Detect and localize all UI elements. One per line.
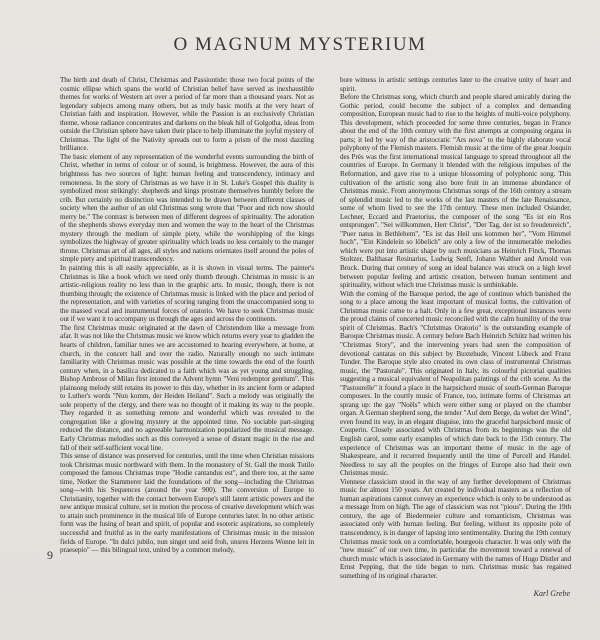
paragraph: With the coming of the Baroque period, the age of continuo which banished the song to a place among the least important of musical forms, the cultivation of Christmas music came to a halt. Only in a few great, exceptional instances were the proud claims of concerted music reconciled with the calm humility of the true spirit of Christmas. Bach's "Christmas Oratorio" is the outstanding example of Baroque Christmas music. A century before Bach Heinrich Schütz had written his "Christmas Story", and the intervening years had seen the composition of devotional cantatas on this subject by Buxtehude, Vincent Lübeck and Franz Tunder. The Baroque style also created its own class of instrumental Christmas music, the "Pastorale". This originated in Italy, its colourful pictorial qualities suggesting a musical equivalent of Neapolitan paintings of the crib scene. As the "Pastourelle" it found a place in the harpsichord music of south-German Baroque composers. In the courtly music of France, too, intimate forms of Christmas art sprang up: the gay "Noëls" which were either sung or played on the chamber organ. A German shepherd song, the tender "Auf dem Berge, da wehet der Wind", even found its way, in an elegant disguise, into the graceful harpsichord music of Couperin. Closely associated with Christmas from its beginnings was the old English carol, some early examples of which date back to the 15th century. The experience of Christmas was an important theme of music in the age of Shakespeare, and it recurred frequently until the time of Purcell and Handel. Needless to say all the peoples on the fringes of Europe also had their own Christmas music. [340,289,571,478]
text-column-right [340,76,571,596]
text-column-left [60,76,314,596]
paragraph: In painting this is all easily appreciable, as it is shown in visual terms. The painter's Christmas is like a book which we need only thumb through. Christmas in music is an artistic-religious reality no less than in the graphic arts. In music, though, there is not thumbing through; the existence of Christmas music is linked with the place and period of the representation, and with varieties of scoring ranging from the unaccompanied song to the massed vocal and instrumental forces of oratorio. We have to seek Christmas music out if we want it to accompany us through the ages and across the continents. [60,264,314,324]
paragraph: bore witness in artistic settings centuries later to the creative unity of heart and spirit. [340,76,571,93]
paragraph: This sense of distance was preserved for centuries, until the time when Christian missions took Christmas music northward with them. In the monastery of St. Gall the monk Tutilo composed the famous Christmas trope "Hodie cantandus est", and there too, at the same time, Notker the Stammerer laid the foundations of the song—including the Christmas song—with his Sequences (around the year 900). The conversion of Europe to Christianity, together with the contact between Europe's still latent artistic powers and the new antique musical culture, set in motion the process of creative development which was to attain such prominence in the musical life of Europe centuries later. In no other artistic form was the fusing of heart and spirit, of popular and esoteric aspirations, so completely successful and fruitful as in the early manifestations of Christmas music in the mission fields of Europe. "In dulci jubilo, nun singet und seid froh, unsres Herzens Wonne leit in praesepio" — this bilingual text, united by a common melody, [60,452,314,555]
author-signature: Karl Grebe [533,589,570,598]
paragraph: The birth and death of Christ, Christmas and Passiontide: those two focal points of the cosmic ellipse which spans the world of Christian belief have served as inexhaustible themes for works of Western art over a period of far more than a thousand years. Not as legendary subjects among many others, but as truly basic motifs at the very heart of Christian faith and inspiration. However, while the Passion is an exclusively Christian theme, whose radiance concentrates and darkens on the bleak hill of Golgotha, ideas from outside the Christian sphere have taken their place to help illuminate the joyful mystery of Christmas. The light of the Nativity spreads out to form a prism of the most dazzling brilliance. [60,76,314,153]
page-number: 9 [47,548,53,562]
paragraph: The first Christmas music originated at the dawn of Christendom like a message from afar. It was not like the Christmas music we know which returns every year to gladden the hearts of children, familiar tunes we are accustomed to hearing everywhere, at home, at church, in the concert hall and over the radio. Naturally enough no such intimate familiarity with Christmas music was possible at the time towards the end of the fourth century when, in a basilica dedicated to a faith which was as yet young and struggling, Bishop Ambrose of Milan first intoned the Advent hymn "Veni redemptor gentium". This plainsong melody still retains its power to this day, whether in its ancient form or adapted to Luther's words "Nun komm, der Heiden Heiland". Such a melody was originally the sole property of the clergy, and there was no thought of it making its way to the people. They regarded it as something remote and wonderful which was revealed to the congregation like a glowing mystery at the appointed time. No sociable part-singing reduced the distance, and no agreeable harmonization popularized the musical message. Early Christmas melodies such as this conveyed a sense of distant magic in the rise and fall of their self-sufficient vocal line. [60,323,314,452]
page-title: O MAGNUM MYSTERIUM [173,34,427,55]
paragraph: Before the Christmas song, which church and people shared amicably during the Gothic period, could become the subject of a complex and demanding composition, European music had to rise to the heights of multi-voice polyphony. This development, which proceeded for some three centuries, began in France about the end of the 10th century with the first attempts at composing organa in parts; it led by way of the aristocratic "Ars nova" to the highly elaborate vocal polyphony of the Flemish masters. Flemish music at the time of the great Josquin des Prés was the first international musical language to spread throughout all the countries of Europe. In Germany it blended with the religious impulses of the Reformation, and gave rise to a unique blossoming of polyphonic song. This cultivation of the artistic song also bore fruit in an immense abundance of Christmas music. From anonymous Christmas songs of the 16th century a stream of splendid music led to the works of the last masters of the late Renaissance, some of whom lived to see the 17th century. These men included Osiander, Lechner, Eccard and Praetorius, the composer of the song "Es ist ein Ros entsprungen". "Sei willkommen, Herr Christ", "Der Tag, der ist so freudenreich", "Puer natus in Bethlehem", "Es ist das Heil uns kommen her", "Vom Himmel hoch", "Ein Kindelein so löbelich" are only a few of the innumerable melodies which were put into artistic shape by such musicians as Heinrich Finck, Thomas Stoltzer, Balthasar Resinarius, Ludwig Senfl, Johann Walther and Arnold von Bruck. During that century of song an ideal balance was struck on a high level between popular feeling and artistic creation, between human sentiment and spirituality, without which true Christmas music is unthinkable. [340,93,571,290]
paragraph: The basic element of any representation of the wonderful events surrounding the birth of Christ, whether in terms of colour or of sound, is brightness. However, the aura of this brightness has two sources of light: human feeling and transcendency, intimacy and remoteness. In the story of Christmas as we have it in St. Luke's Gospel this duality is symbolized most strikingly: shepherds and kings prostrate themselves humbly before the crib. But certainly no distinction was intended to be drawn between different classes of society when the author of an old Christmas song wrote that "Poor and rich now should merry be." The contrast is between men of different degrees of spirituality. The adoration of the shepherds shows everyday men and women the way to the heart of the Christmas mystery through the medium of simple piety, while the worshipping of the kings symbolizes the highway of greater spirituality which leads no less certainly to the manger throne. Christmas art of all ages, all styles and nations orientates itself around the poles of simple piety and spiritual transcendency. [60,152,314,264]
paragraph: Viennese classicism stood in the way of any further development of Christmas music for almost 150 years. Art created by individual masters as a reflection of human aspirations cannot convey an experience which is only to be understood as a message from on high. The age of classicism was not "pious". During the 19th century, the age of Biedermeier culture and romanticism, Christmas was associated only with human feeling. But feeling, without its opposite pole of transcendency, is in danger of lapsing into sentimentality. During the 19th century Christmas music took on a comfortable, bourgeois character. It was only with the "new music" of our own time, in particular the movement toward a renewal of church music which is associated in Germany with the names of Hugo Distler and Ernst Pepping, that the tide began to turn. Christmas music has regained something of its original character. [340,477,571,580]
